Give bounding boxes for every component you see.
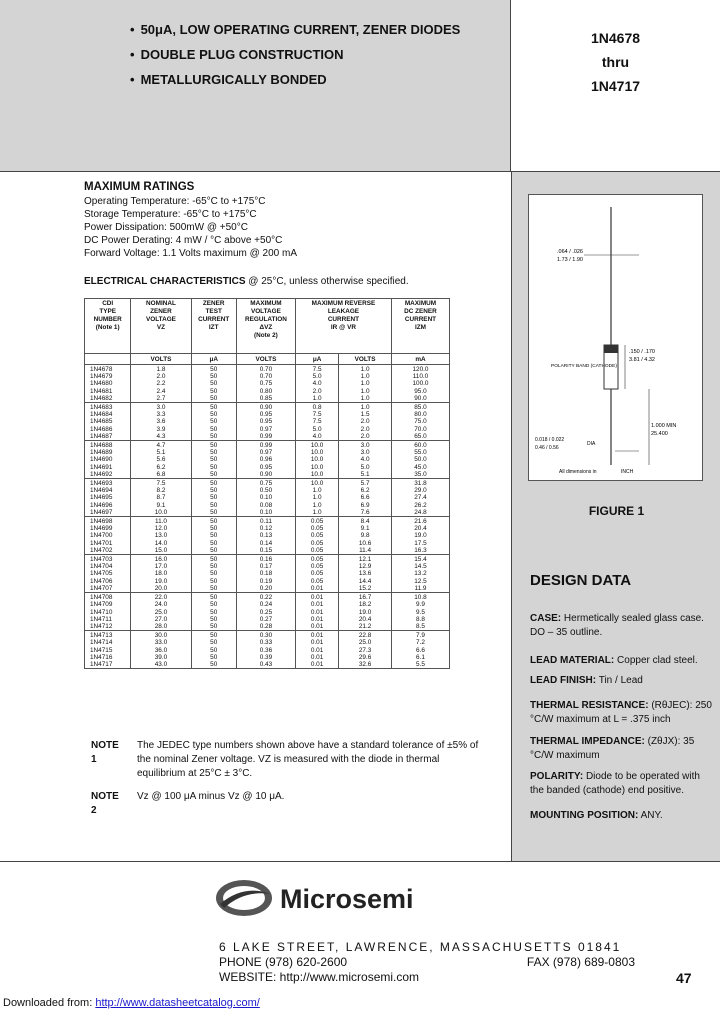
column-header: MAXIMUM REVERSE LEAKAGE CURRENT IR @ VR (295, 299, 391, 354)
footer-divider (0, 861, 720, 862)
table-cell: 50 50 50 50 50 (191, 403, 236, 441)
table-cell: 0.22 0.24 0.25 0.27 0.28 (236, 593, 295, 631)
table-cell: 10.0 10.0 10.0 10.0 10.0 (295, 441, 338, 479)
table-cell: 0.75 0.50 0.10 0.08 0.10 (236, 479, 295, 517)
dim-wire-dia-mm: 0.46 / 0.56 (535, 445, 559, 451)
dim-dia-label: DIA (587, 441, 596, 447)
website[interactable]: WEBSITE: http://www.microsemi.com (219, 970, 420, 984)
dim-lead-dia-mm: 1.73 / 1.90 (557, 257, 583, 263)
table-cell: 1N4703 1N4704 1N4705 1N4706 1N4707 (85, 555, 131, 593)
table-cell: 3.0 3.0 4.0 5.0 5.1 (339, 441, 392, 479)
logo-swoosh-icon (214, 874, 444, 922)
table-cell: 7.9 7.2 6.6 6.1 5.5 (391, 631, 449, 669)
feature-bullet: • METALLURGICALLY BONDED (130, 72, 327, 87)
design-item-mounting: MOUNTING POSITION: ANY. (530, 810, 663, 821)
table-cell: 10.0 1.0 1.0 1.0 1.0 (295, 479, 338, 517)
unit-cell: μA (191, 354, 236, 365)
table-cell: 1N4708 1N4709 1N4710 1N4711 1N4712 (85, 593, 131, 631)
page-number: 47 (676, 970, 692, 986)
logo-wordmark: Microsemi (280, 884, 414, 914)
table-cell: 11.0 12.0 13.0 14.0 15.0 (131, 517, 191, 555)
rating-line: Storage Temperature: -65°C to +175°C (84, 209, 257, 220)
unit-cell: VOLTS (339, 354, 392, 365)
part-to: 1N4717 (590, 78, 641, 94)
table-cell: 3.0 3.3 3.6 3.9 4.3 (131, 403, 191, 441)
maximum-ratings (84, 181, 297, 260)
table-cell: 1N4678 1N4679 1N4680 1N4681 1N4682 (85, 365, 131, 403)
table-cell: 10.8 9.9 9.5 8.8 8.5 (391, 593, 449, 631)
unit-cell: VOLTS (236, 354, 295, 365)
table-cell: 0.16 0.17 0.18 0.19 0.20 (236, 555, 295, 593)
table-cell: 21.6 20.4 19.0 17.5 16.3 (391, 517, 449, 555)
header-part-panel (511, 0, 720, 172)
table-cell: 1N4698 1N4699 1N4700 1N4701 1N4702 (85, 517, 131, 555)
table-cell: 8.4 9.1 9.8 10.6 11.4 (339, 517, 392, 555)
feature-bullet: • 50μA, LOW OPERATING CURRENT, ZENER DIODES (130, 22, 461, 37)
download-source: Downloaded from: http://www.datasheetcatalog.com/ (3, 997, 260, 1009)
table-cell: 1N4683 1N4684 1N4685 1N4686 1N4687 (85, 403, 131, 441)
electrical-characteristics-table (84, 298, 450, 669)
design-item-polarity: POLARITY: Diode to be operated with the banded (cathode) end positive. (530, 771, 700, 796)
table-cell: 1N4688 1N4689 1N4690 1N4691 1N4692 (85, 441, 131, 479)
table-cell: 31.8 29.0 27.4 26.2 24.8 (391, 479, 449, 517)
design-item-thermal-resistance: THERMAL RESISTANCE: (RθJEC): 250 °C/W maximum at L = .375 inch (530, 700, 712, 725)
download-link[interactable]: http://www.datasheetcatalog.com/ (95, 997, 260, 1009)
table-cell: 5.7 6.2 6.6 6.9 7.6 (339, 479, 392, 517)
table-cell: 4.7 5.1 5.6 6.2 6.8 (131, 441, 191, 479)
dim-lead-dia: .064 / .026 (557, 249, 583, 255)
design-item-lead-material: LEAD MATERIAL: Copper clad steel. (530, 655, 698, 666)
table-cell: 60.0 55.0 50.0 45.0 35.0 (391, 441, 449, 479)
company-address-block (219, 940, 635, 985)
table-cell: 0.11 0.12 0.13 0.14 0.15 (236, 517, 295, 555)
table-cell: 0.90 0.95 0.95 0.97 0.99 (236, 403, 295, 441)
table-row-group (85, 479, 450, 517)
table-cell: 50 50 50 50 50 (191, 441, 236, 479)
dim-note: All dimensions in (559, 469, 597, 475)
table-cell: 0.05 0.05 0.05 0.05 0.05 (295, 517, 338, 555)
table-cell: 85.0 80.0 75.0 70.0 65.0 (391, 403, 449, 441)
table-row-group (85, 631, 450, 669)
table-cell: 0.01 0.01 0.01 0.01 0.01 (295, 593, 338, 631)
dim-body-len-mm: 3.81 / 4.32 (629, 357, 655, 363)
table-cell: 16.0 17.0 18.0 19.0 20.0 (131, 555, 191, 593)
table-cell: 0.05 0.05 0.05 0.05 0.01 (295, 555, 338, 593)
part-thru: thru (601, 54, 630, 70)
table-row-group (85, 441, 450, 479)
unit-cell: VOLTS (131, 354, 191, 365)
column-header: MAXIMUM VOLTAGE REGULATION ΔVZ (Note 2) (236, 299, 295, 354)
table-cell: 50 50 50 50 50 (191, 593, 236, 631)
unit-cell (85, 354, 131, 365)
rating-line: DC Power Derating: 4 mW / °C above +50°C (84, 235, 283, 246)
table-cell: 1N4713 1N4714 1N4715 1N4716 1N4717 (85, 631, 131, 669)
table-row-group (85, 365, 450, 403)
table-cell: 50 50 50 50 50 (191, 517, 236, 555)
rating-line: Power Dissipation: 500mW @ +50°C (84, 222, 248, 233)
rating-line: Forward Voltage: 1.1 Volts maximum @ 200 mA (84, 248, 298, 259)
unit-cell: mA (391, 354, 449, 365)
table-cell: 0.01 0.01 0.01 0.01 0.01 (295, 631, 338, 669)
table-row-group (85, 517, 450, 555)
microsemi-logo (214, 874, 444, 922)
design-data-title: DESIGN DATA (530, 572, 632, 589)
column-header: NOMINAL ZENER VOLTAGE VZ (131, 299, 191, 354)
table-cell: 1.0 1.5 2.0 2.0 2.0 (339, 403, 392, 441)
phone: PHONE (978) 620-2600 (219, 955, 348, 969)
table-cell: 15.4 14.5 13.2 12.5 11.9 (391, 555, 449, 593)
table-cell: 16.7 18.2 19.0 20.4 21.2 (339, 593, 392, 631)
unit-cell: μA (295, 354, 338, 365)
table-units-row (85, 354, 450, 365)
table-cell: 120.0 110.0 100.0 95.0 90.0 (391, 365, 449, 403)
table-row-group (85, 555, 450, 593)
table-cell: 50 50 50 50 50 (191, 631, 236, 669)
dim-lead-len: 1.000 MIN (651, 423, 677, 429)
dim-inch: INCH (621, 469, 634, 475)
fax: FAX (978) 689-0803 (526, 955, 635, 969)
table-row-group (85, 403, 450, 441)
design-item-thermal-impedance: THERMAL IMPEDANCE: (ZθJX): 35 °C/W maximum (530, 736, 695, 761)
street-address: 6 LAKE STREET, LAWRENCE, MASSACHUSETTS 01841 (219, 940, 622, 954)
design-data-sidebar (511, 172, 720, 861)
table-cell: 7.5 8.2 8.7 9.1 10.0 (131, 479, 191, 517)
figure-caption: FIGURE 1 (588, 504, 645, 518)
table-cell: 30.0 33.0 36.0 39.0 43.0 (131, 631, 191, 669)
header-feature-panel (0, 0, 511, 172)
column-header: ZENER TEST CURRENT IZT (191, 299, 236, 354)
table-header-row (85, 299, 450, 354)
electrical-characteristics-heading: ELECTRICAL CHARACTERISTICS @ 25°C, unless otherwise specified. (84, 276, 409, 287)
table-cell: 0.70 0.70 0.75 0.80 0.85 (236, 365, 295, 403)
feature-bullets (130, 22, 460, 97)
diode-outline-svg (529, 195, 704, 482)
dim-wire-dia: 0.018 / 0.022 (535, 437, 565, 443)
table-cell: 12.1 12.9 13.6 14.4 15.2 (339, 555, 392, 593)
table-cell: 7.5 5.0 4.0 2.0 1.0 (295, 365, 338, 403)
table-cell: 22.0 24.0 25.0 27.0 28.0 (131, 593, 191, 631)
polarity-band-label: POLARITY BAND (CATHODE) (551, 364, 617, 369)
table-cell: 1N4693 1N4694 1N4695 1N4696 1N4697 (85, 479, 131, 517)
design-item-case: CASE: Hermetically sealed glass case. DO – 35 outline. (530, 613, 704, 638)
part-from: 1N4678 (590, 30, 641, 46)
column-header: MAXIMUM DC ZENER CURRENT IZM (391, 299, 449, 354)
table-cell: 22.8 25.0 27.3 29.6 32.6 (339, 631, 392, 669)
table-cell: 1.0 1.0 1.0 1.0 1.0 (339, 365, 392, 403)
table-cell: 0.8 7.5 7.5 5.0 4.0 (295, 403, 338, 441)
ratings-title: MAXIMUM RATINGS (84, 181, 195, 193)
dim-body-len: .150 / .170 (629, 349, 655, 355)
table-cell: 0.99 0.97 0.96 0.95 0.90 (236, 441, 295, 479)
design-item-lead-finish: LEAD FINISH: Tin / Lead (530, 675, 643, 686)
part-number-range (511, 26, 720, 98)
table-cell: 50 50 50 50 50 (191, 365, 236, 403)
table-cell: 0.30 0.33 0.36 0.39 0.43 (236, 631, 295, 669)
table-cell: 50 50 50 50 50 (191, 479, 236, 517)
table-row-group (85, 593, 450, 631)
column-header: CDI TYPE NUMBER (Note 1) (85, 299, 131, 354)
table-cell: 50 50 50 50 50 (191, 555, 236, 593)
dim-lead-len-mm: 25.400 (651, 431, 668, 437)
rating-line: Operating Temperature: -65°C to +175°C (84, 196, 266, 207)
feature-bullet: • DOUBLE PLUG CONSTRUCTION (130, 47, 344, 62)
table-cell: 1.8 2.0 2.2 2.4 2.7 (131, 365, 191, 403)
figure-1-drawing (528, 194, 703, 481)
